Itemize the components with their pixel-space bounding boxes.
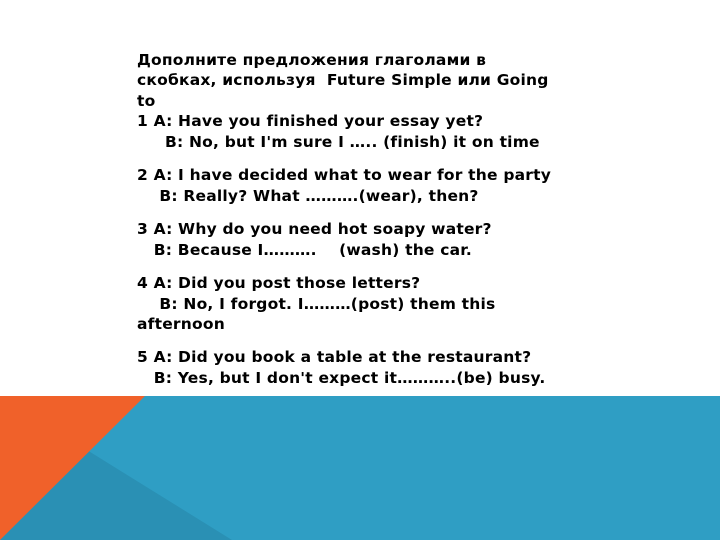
exercise-2-line-a: 2 A: I have decided what to wear for the party	[137, 166, 552, 185]
exercise-1-line-a: 1 A: Have you finished your essay yet?	[137, 112, 484, 131]
task-title-line-2: скобках, используя Future Simple или Going	[137, 71, 549, 90]
task-title-line-1: Дополните предложения глаголами в	[137, 51, 487, 69]
exercise-3-line-b: B: Because I………. (wash) the car.	[137, 240, 473, 259]
spacer-2	[137, 206, 637, 219]
spacer-1	[137, 152, 637, 165]
exercise-5-line-a: 5 A: Did you book a table at the restaurant?	[137, 348, 532, 367]
exercise-1-line-b: B: No, but I'm sure I ….. (finish) it on time	[137, 132, 540, 151]
exercise-5-line-b: B: Yes, but I don't expect it………..(be) busy.	[137, 368, 546, 387]
band-orange-triangle	[0, 396, 145, 540]
slide-text-content	[137, 50, 637, 388]
exercise-4-line-a: 4 A: Did you post those letters?	[137, 274, 421, 293]
task-title-line-3: to	[137, 91, 156, 110]
exercise-3-line-a: 3 A: Why do you need hot soapy water?	[137, 220, 492, 239]
exercise-4-line-b: B: No, I forgot. I………(post) them this	[137, 294, 496, 313]
decorative-bottom-band	[0, 396, 720, 540]
exercise-2-line-b: B: Really? What ……….(wear), then?	[137, 186, 479, 205]
spacer-3	[137, 260, 637, 273]
spacer-4	[137, 334, 637, 347]
exercise-4-line-c: afternoon	[137, 314, 225, 333]
